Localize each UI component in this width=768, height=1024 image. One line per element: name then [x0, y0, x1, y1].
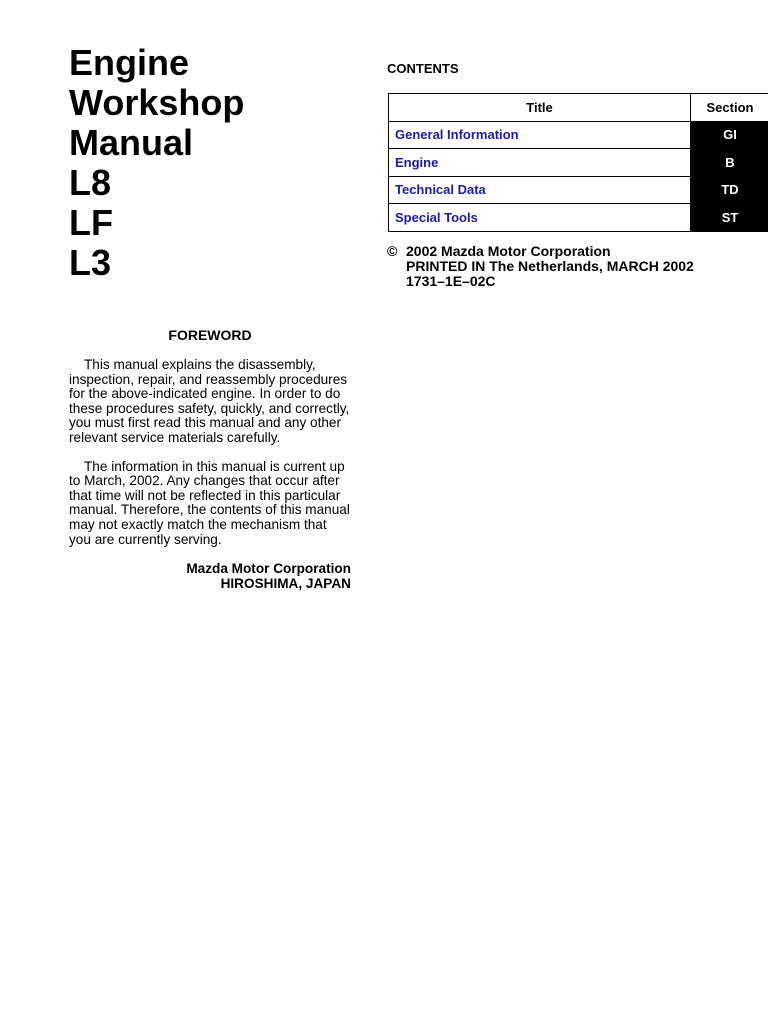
copyright-line: 2002 Mazda Motor Corporation: [406, 243, 611, 259]
foreword-paragraph: This manual explains the disassembly, inspection, repair, and reassembly procedures for the above-indicated engine. In order to do these procedures safety, quickly, and correctly, you must first read this manual and any other relevant service materials carefully.: [69, 357, 350, 445]
column-header-section: Section: [691, 94, 768, 122]
printed-line: PRINTED IN The Netherlands, MARCH 2002: [406, 258, 694, 274]
contents-label: CONTENTS: [387, 61, 459, 76]
foreword-heading: FOREWORD: [168, 327, 252, 343]
foreword-signature: [69, 561, 351, 591]
contents-header-row: [389, 94, 768, 122]
title-line: Workshop: [69, 82, 245, 123]
document-code: 1731–1E–02C: [406, 273, 496, 289]
title-line: LF: [69, 202, 113, 243]
title-line: L3: [69, 242, 112, 283]
manual-title: [69, 43, 359, 283]
section-badge-td[interactable]: TD: [691, 176, 768, 204]
table-row[interactable]: [389, 149, 768, 177]
toc-link-special-tools[interactable]: Special Tools: [389, 204, 691, 232]
signature-location: HIROSHIMA, JAPAN: [220, 576, 351, 592]
copyright-block: [387, 244, 694, 289]
section-badge-gi[interactable]: GI: [691, 121, 768, 149]
title-line: L8: [69, 162, 112, 203]
table-row[interactable]: [389, 176, 768, 204]
title-line: Manual: [69, 122, 194, 163]
contents-table: [388, 93, 768, 232]
copyright-icon: ©: [387, 243, 398, 259]
table-row[interactable]: [389, 121, 768, 149]
toc-link-general-information[interactable]: General Information: [389, 121, 691, 149]
column-header-title: Title: [389, 94, 691, 122]
foreword-section: [69, 326, 351, 591]
title-line: Engine: [69, 42, 190, 83]
table-row[interactable]: [389, 204, 768, 232]
toc-link-technical-data[interactable]: Technical Data: [389, 176, 691, 204]
section-badge-b[interactable]: B: [691, 149, 768, 177]
signature-company: Mazda Motor Corporation: [186, 561, 351, 577]
section-badge-st[interactable]: ST: [691, 204, 768, 232]
toc-link-engine[interactable]: Engine: [389, 149, 691, 177]
foreword-paragraph: The information in this manual is current up to March, 2002. Any changes that occur after that time will not be reflected in this particular manual. Therefore, the contents of this manual may not exactly match the mechanism that you are currently serving.: [69, 458, 350, 547]
